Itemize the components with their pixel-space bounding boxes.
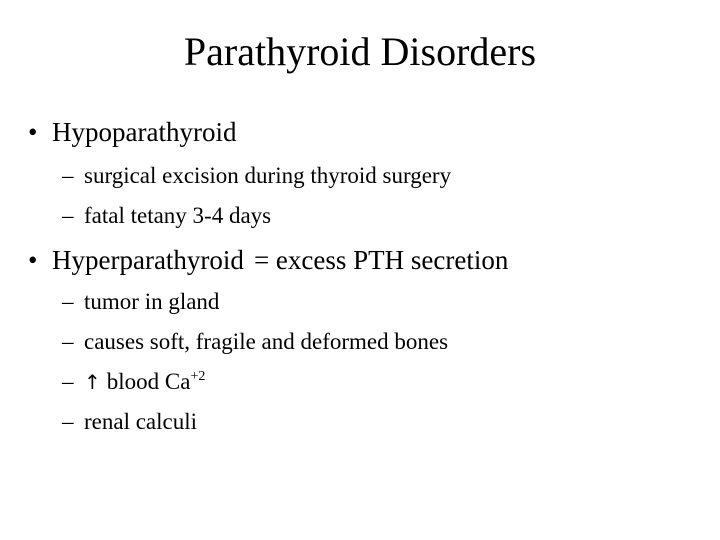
dash: –: [62, 329, 74, 354]
dash: –: [62, 163, 74, 188]
sub-item-text: blood Ca: [106, 369, 191, 394]
bullet-label-suffix: = excess PTH secretion: [253, 245, 509, 275]
bullet-label: Hypoparathyroid: [52, 117, 237, 147]
sub-item-text: tumor in gland: [84, 289, 220, 314]
sub-item-text: renal calculi: [84, 409, 198, 434]
sub-item: [62, 202, 271, 230]
bullet-label: Hyperparathyroid: [52, 245, 244, 275]
sub-item: [62, 288, 219, 316]
sub-item-text: causes soft, fragile and deformed bones: [84, 329, 449, 354]
calcium-superscript: +2: [190, 369, 206, 384]
slide-title: Parathyroid Disorders: [183, 29, 537, 74]
dash: –: [62, 369, 74, 394]
sub-item: [62, 368, 205, 396]
sub-item-text: surgical excision during thyroid surgery: [84, 163, 452, 188]
bullet-hypoparathyroid: [28, 116, 236, 148]
bullet-dot: •: [28, 117, 38, 147]
sub-item: [62, 162, 451, 190]
up-arrow-icon: ↑: [84, 370, 101, 394]
sub-item: [62, 408, 197, 436]
sub-item-text: fatal tetany 3-4 days: [84, 203, 272, 228]
dash: –: [62, 203, 74, 228]
dash: –: [62, 289, 74, 314]
sub-item: [62, 328, 448, 356]
bullet-hyperparathyroid: [28, 244, 508, 276]
dash: –: [62, 409, 74, 434]
bullet-dot: •: [28, 245, 38, 275]
